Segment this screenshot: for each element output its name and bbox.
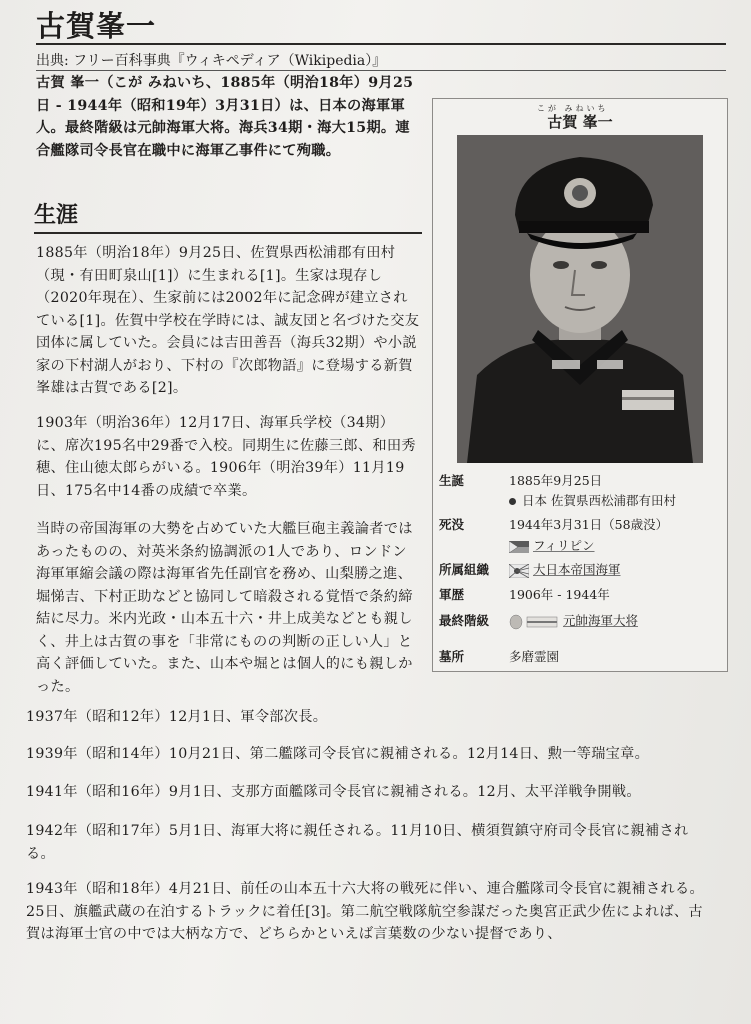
bullet-icon xyxy=(509,498,516,505)
infobox-name: 古賀 峯一 xyxy=(547,113,613,131)
infobox-label: 所属組織 xyxy=(439,562,490,577)
infobox-value xyxy=(509,611,638,630)
paragraph-1885: 1885年（明治18年）9月25日、佐賀県西松浦郡有田村（現・有田町泉山[1]）に生まれる[1]。生家は現存し（2020年現在）、生家前には2002年に記念碑が建立されている[1]。佐賀中学校在学時には、誠友団と名づけた交友団体に属していた。会員には吉田善吾（海兵32期）や小説家の下村湖人がおり、下村の『次郎物語』に登場する新賀峯雄は古賀である[2]。 xyxy=(36,245,420,396)
infobox-ruby: こが みねいち xyxy=(537,104,609,113)
infobox-value: 多磨霊園 xyxy=(509,649,560,664)
source-line: 出典: フリー百科事典『ウィキペディア（Wikipedia）』 xyxy=(36,53,387,69)
paragraph-1943: 1943年（昭和18年）4月21日、前任の山本五十六大将の戦死に伴い、連合艦隊司令長官に親補される。25日、旗艦武蔵の在泊するトラックに着任[3]。第二航空戦隊航空参謀だった奥宮正武少佐によれば、古賀は海軍士官の中では大柄な方で、どちらかといえば言葉数の少ない提督であり、 xyxy=(26,881,704,942)
section-heading: 生涯 xyxy=(34,202,79,228)
deathplace-link[interactable]: フィリピン xyxy=(533,538,595,553)
infobox-value xyxy=(509,560,621,578)
page-title: 古賀峯一 xyxy=(36,9,157,43)
infobox-label: 墓所 xyxy=(439,649,465,664)
paragraph-1903: 1903年（明治36年）12月17日、海軍兵学校（34期）に、席次195名中29番で入校。同期生に佐藤三郎、和田秀穂、住山徳太郎らがいる。1906年（明治39年）11月19日、175名中14番の成績で卒業。 xyxy=(36,415,416,499)
infobox-label: 生誕 xyxy=(439,473,465,488)
rank-insignia-icon xyxy=(509,614,559,630)
paragraph-1937: 1937年（昭和12年）12月1日、軍令部次長。 xyxy=(26,709,328,725)
rank-link[interactable]: 元帥海軍大将 xyxy=(563,613,639,628)
infobox-value: 1944年3月31日（58歳没） xyxy=(509,517,669,532)
infobox-value xyxy=(509,491,676,509)
infobox-value: 1906年 - 1944年 xyxy=(509,587,610,602)
paragraph-1939: 1939年（昭和14年）10月21日、第二艦隊司令長官に親補される。12月14日、勲一等瑞宝章。 xyxy=(26,746,650,762)
infobox-label: 軍歴 xyxy=(439,587,465,602)
naval-ensign-icon xyxy=(509,564,529,578)
infobox-label: 死没 xyxy=(439,517,465,532)
infobox-value: 1885年9月25日 xyxy=(509,473,603,488)
paragraph-1941: 1941年（昭和16年）9月1日、支那方面艦隊司令長官に親補される。12月、太平洋戦争開戦。 xyxy=(26,784,641,800)
paragraph-1942: 1942年（昭和17年）5月1日、海軍大将に親任される。11月10日、横須賀鎮守府司令長官に親補される。 xyxy=(26,823,689,862)
title-divider xyxy=(36,43,726,45)
philippines-flag-icon xyxy=(509,541,529,553)
section-divider xyxy=(34,232,422,234)
organization-link[interactable]: 大日本帝国海軍 xyxy=(533,562,621,577)
infobox-label: 最終階級 xyxy=(439,613,490,628)
lead-paragraph: 古賀 峯一（こが みねいち、1885年（明治18年）9月25日 - 1944年（昭和19年）3月31日）は、日本の海軍軍人。最終階級は元帥海軍大将。海兵34期・海大15期。連合艦隊司令長官在職中に海軍乙事件にて殉職。 xyxy=(36,75,414,159)
infobox-value xyxy=(509,536,595,554)
infobox xyxy=(432,98,728,672)
source-divider xyxy=(36,70,726,71)
paragraph-navy-policy: 当時の帝国海軍の大勢を占めていた大艦巨砲主義論者ではあったものの、対英米条約協調派の1人であり、ロンドン海軍軍縮会議の際は海軍省先任副官を務め、山梨勝之進、堀悌吉、下村正助などと協同して暗殺される覚悟で条約締結に尽力。米内光政・山本五十六・井上成美などとも親しく、井上は古賀の事を「非常にものの判断の正しい人」と高く評価していた。また、山本や堀とは個人的にも親しかった。 xyxy=(36,521,413,695)
portrait-photo xyxy=(457,135,703,463)
birthplace-text: 日本 佐賀県西松浦郡有田村 xyxy=(522,493,676,508)
